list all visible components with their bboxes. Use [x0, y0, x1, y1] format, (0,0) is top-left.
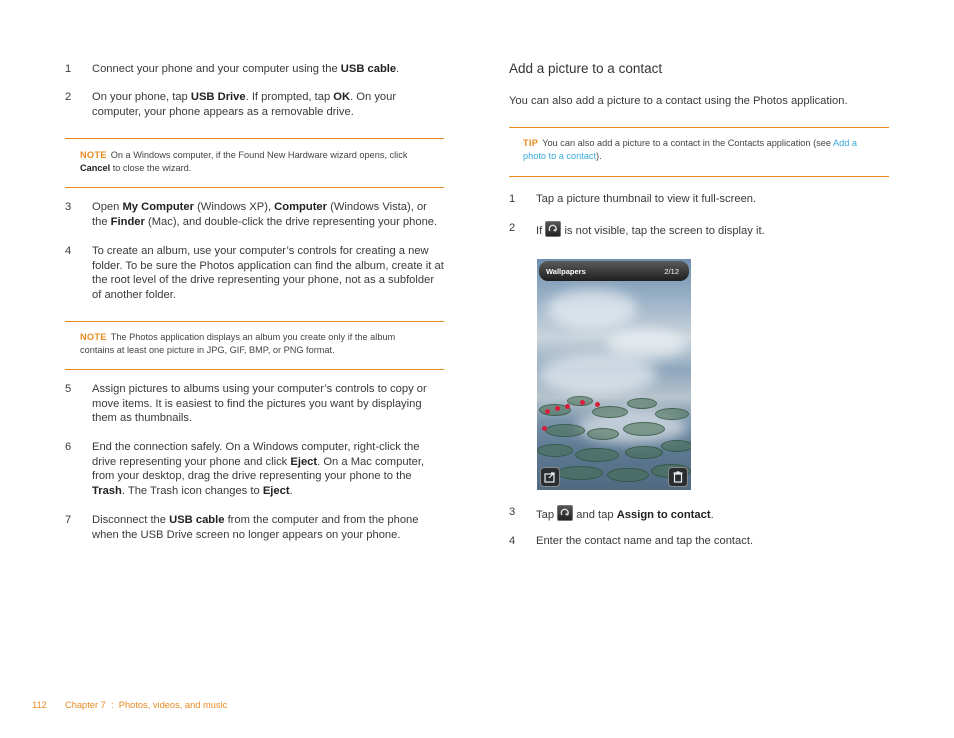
tip-box: TIP You can also add a picture to a contact in the Contacts application (see Add a photo to a contact). — [523, 138, 858, 161]
step-number: 7 — [65, 514, 72, 526]
trash-icon[interactable] — [668, 467, 688, 487]
step-text: To create an album, use your computer’s controls for creating a new folder. To be sure the Photos application can find the album, create it at the root level of the drive representing your phone, not as a subfolder of another folder. — [92, 245, 444, 301]
add-photo-link-part1[interactable]: Add a — [833, 138, 858, 148]
rotate-icon — [545, 221, 561, 237]
step-number: 6 — [65, 441, 72, 453]
step-6 — [65, 440, 445, 502]
note-windows-wizard: NOTE On a Windows computer, if the Found New Hardware wizard opens, click Cancel to close the wizard. — [80, 150, 408, 173]
photo-counter: 2/12 — [664, 267, 679, 276]
step-text: Open My Computer (Windows XP), Computer (Windows Vista), or the Finder (Mac), and double-click the drive representing your phone. — [92, 201, 438, 228]
right-step-2: 2 If is not visible, tap the screen to display it. — [509, 222, 765, 237]
album-title: Wallpapers — [546, 267, 586, 276]
right-step-1: 1 Tap a picture thumbnail to view it full-screen. — [509, 193, 757, 205]
section-heading: Add a picture to a contact — [509, 61, 663, 76]
tip-rule-top — [509, 127, 889, 128]
step-number: 1 — [65, 63, 72, 75]
note-rule-bottom — [65, 187, 444, 188]
add-photo-link-part2[interactable]: photo to a contact — [523, 151, 597, 161]
note2-rule-top — [65, 321, 444, 322]
step-text: Connect your phone and your computer using the USB cable. — [92, 63, 400, 75]
page-number: 112 — [32, 700, 47, 710]
right-step-4: 4 Enter the contact name and tap the contact. — [509, 535, 754, 547]
note-rule-top — [65, 138, 444, 139]
note2-rule-bottom — [65, 369, 444, 370]
step-7 — [65, 513, 445, 545]
step-number: 5 — [65, 383, 72, 395]
step-text: End the connection safely. On a Windows computer, right-click the drive representing your phone and click Eject. On a Mac computer, from your desktop, drag the drive representing your phone to the Trash. The Trash icon changes to Eject. — [92, 441, 425, 497]
step-4 — [65, 244, 450, 306]
intro-text: You can also add a picture to a contact using the Photos application. — [509, 95, 848, 107]
step-text: On your phone, tap USB Drive. If prompted, tap OK. On your computer, your phone appears as a removable drive. — [92, 91, 397, 118]
step-number: 3 — [65, 201, 72, 213]
chapter-label: Chapter 7 : Photos, videos, and music — [65, 700, 228, 710]
step-number: 4 — [65, 245, 72, 257]
photo-title-bar — [539, 261, 689, 281]
step-2 — [65, 90, 445, 122]
step-5 — [65, 382, 445, 428]
step-3 — [65, 200, 450, 232]
note-tag: NOTE — [80, 150, 107, 160]
tip-rule-bottom — [509, 176, 889, 177]
step-number: 2 — [65, 91, 72, 103]
right-step-3: 3 Tap and tap Assign to contact. — [509, 506, 714, 521]
rotate-icon — [557, 505, 573, 521]
step-1 — [65, 62, 445, 78]
share-icon[interactable] — [540, 467, 560, 487]
photo-screenshot — [537, 259, 691, 490]
note-photos-format: NOTE The Photos application displays an album you create only if the album contains at least one picture in JPG, GIF, BMP, or PNG format. — [80, 332, 396, 355]
step-text: Assign pictures to albums using your computer’s controls to copy or move items. It is easiest to find the pictures you want by displaying them as thumbnails. — [92, 383, 427, 425]
step-text: Disconnect the USB cable from the computer and from the phone when the USB Drive screen no longer appears on your phone. — [92, 514, 419, 541]
